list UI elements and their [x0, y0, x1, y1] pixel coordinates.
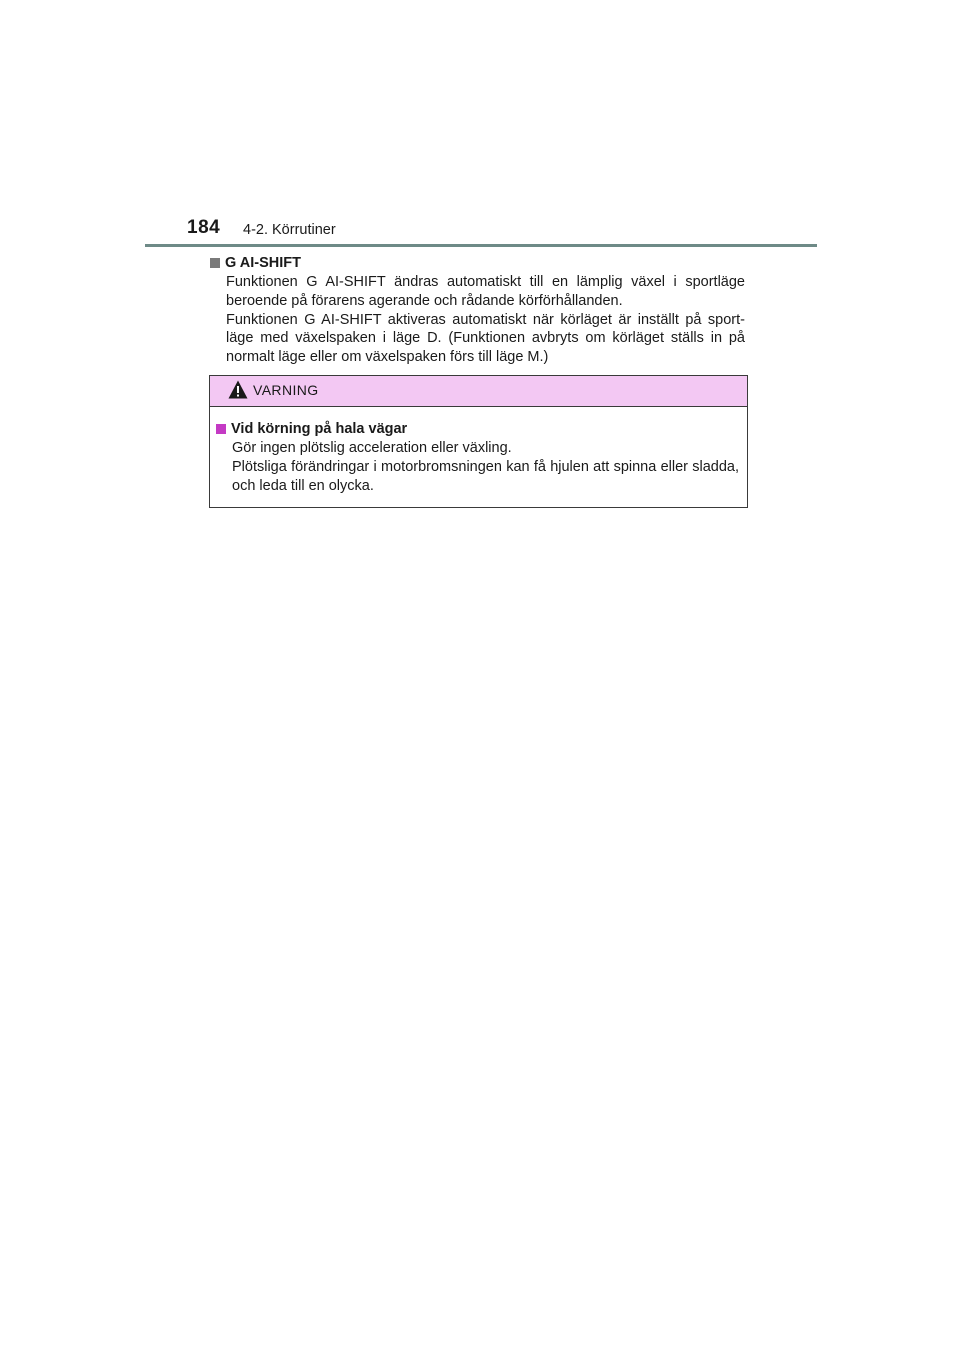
warning-body [210, 407, 747, 495]
warning-heading-text: Vid körning på hala vägar [231, 421, 408, 437]
warning-paragraph-1: Gör ingen plötslig acceleration eller växling. [232, 440, 512, 456]
page-number: 184 [187, 217, 221, 238]
section-heading [210, 253, 745, 273]
section-title: 4-2. Körrutiner [243, 222, 336, 238]
square-bullet-icon [210, 258, 220, 268]
warning-box [209, 375, 748, 508]
square-bullet-icon [216, 424, 226, 434]
warning-heading [216, 419, 739, 439]
section-paragraph-1: Funktionen G AI-SHIFT ändras automatiskt till en lämplig växel i sportläge beroende på förarens agerande och rådande körförhållanden. [226, 274, 745, 309]
header-rule [145, 244, 817, 247]
warning-header [210, 376, 747, 407]
warning-label: VARNING [253, 382, 319, 398]
g-ai-shift-section [210, 253, 745, 367]
warning-paragraph-2: Plötsliga förändringar i motorbromsningen kan få hjulen att spinna eller sladda, och leda till en olycka. [232, 458, 739, 494]
section-heading-text: G AI-SHIFT [225, 255, 301, 271]
section-paragraph-2: Funktionen G AI-SHIFT aktiveras automatiskt när körläget är inställt på sport-läge med växelspaken i läge D. (Funktionen avbryts om körläget ställs in på normalt läge eller om växelspaken förs till läge M.) [226, 311, 745, 366]
page-header [145, 213, 817, 249]
warning-triangle-icon [228, 380, 248, 399]
